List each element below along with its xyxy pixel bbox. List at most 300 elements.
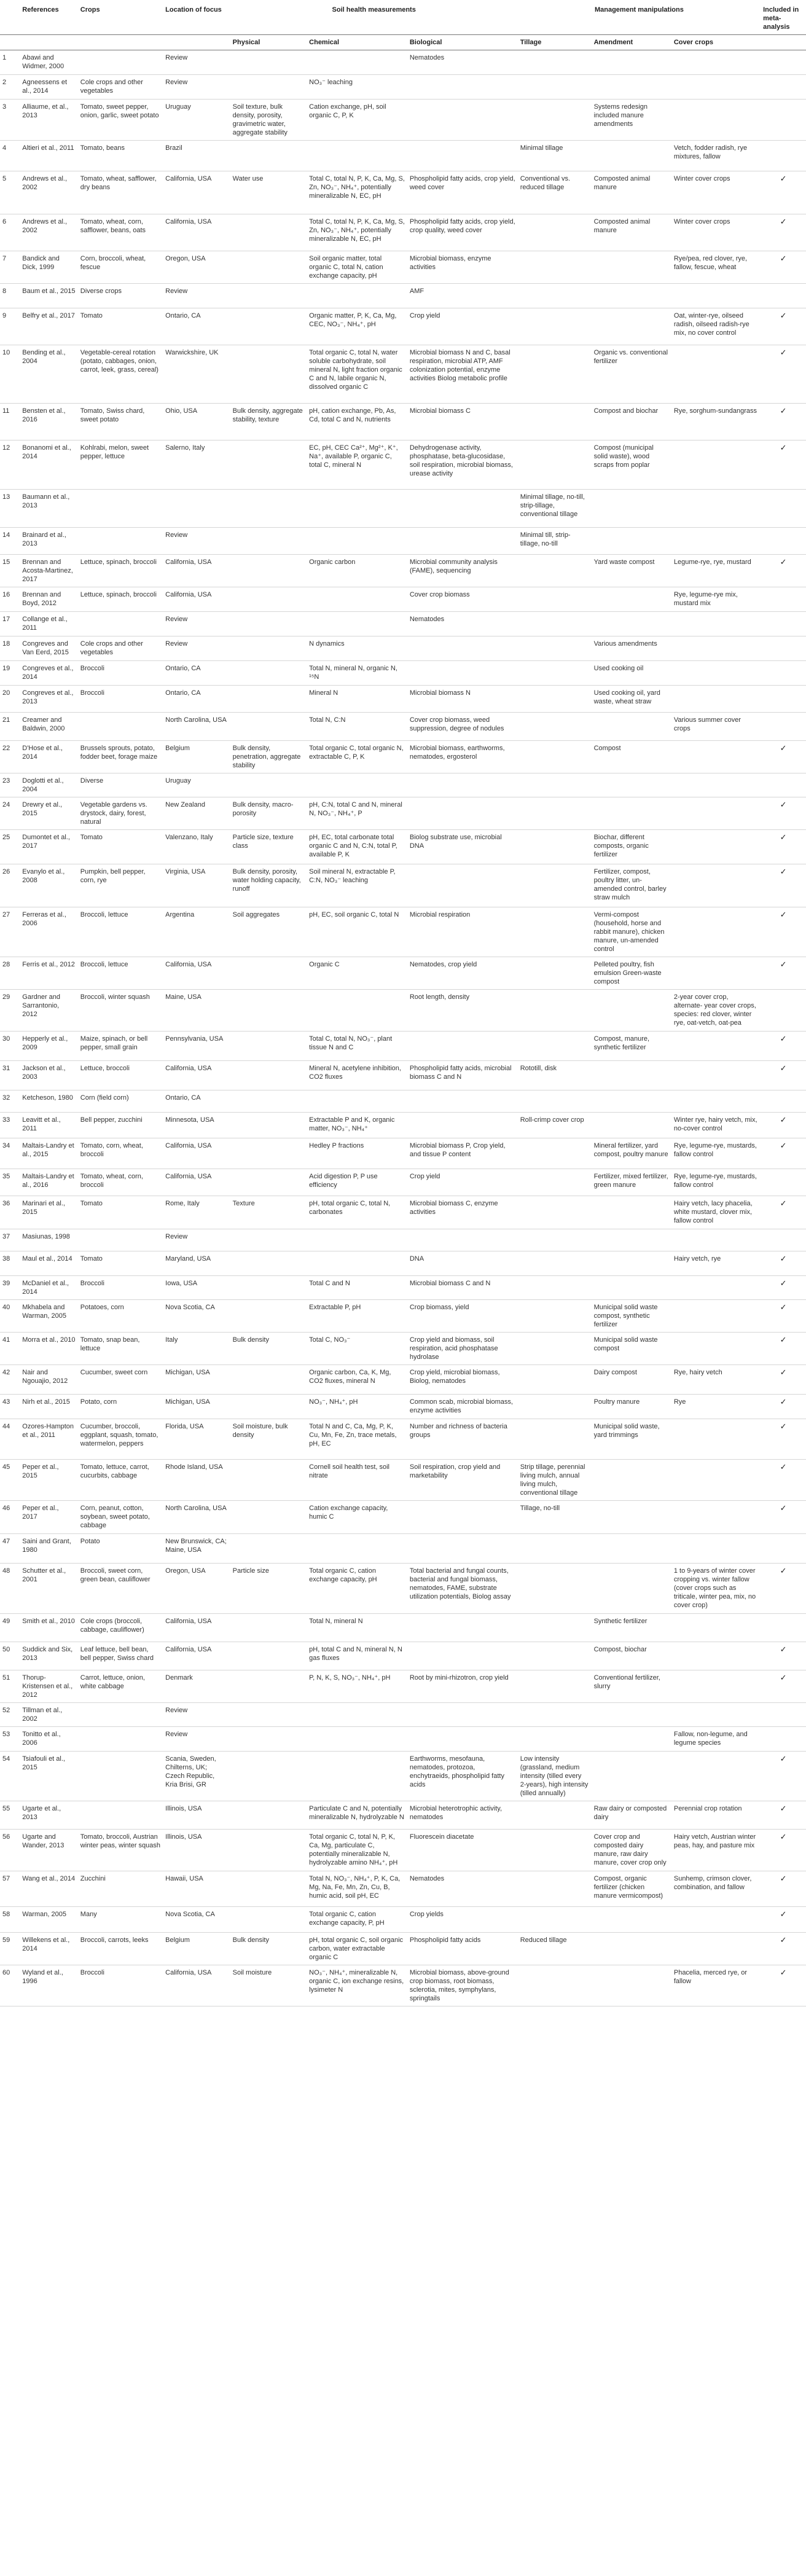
- crops-cell: Tomato, wheat, corn, broccoli: [78, 1169, 163, 1196]
- tillage-cell: [518, 587, 592, 612]
- table-row: [0, 251, 806, 284]
- reference-cell: Doglotti et al., 2004: [20, 773, 78, 797]
- location-cell: Rome, Italy: [163, 1196, 230, 1229]
- table-row: [0, 990, 806, 1032]
- reference-cell: Hepperly et al., 2009: [20, 1032, 78, 1061]
- checkmark-icon: ✓: [780, 800, 787, 809]
- table-row: [0, 1752, 806, 1801]
- tillage-cell: [518, 1830, 592, 1871]
- meta-analysis-cell: [761, 1365, 806, 1395]
- table-row: [0, 1534, 806, 1564]
- physical-cell: [230, 1460, 307, 1501]
- meta-analysis-cell: [761, 75, 806, 100]
- physical-cell: [230, 528, 307, 555]
- row-number: 2: [0, 75, 20, 100]
- physical-cell: [230, 1703, 307, 1727]
- location-cell: Uruguay: [163, 100, 230, 141]
- tillage-cell: [518, 741, 592, 773]
- location-cell: California, USA: [163, 1169, 230, 1196]
- amendment-cell: [592, 612, 671, 636]
- reference-cell: Nair and Ngouajio, 2012: [20, 1365, 78, 1395]
- biological-cell: Nematodes: [407, 50, 518, 75]
- meta-analysis-cell: [761, 1642, 806, 1670]
- meta-analysis-cell: [761, 171, 806, 214]
- cover-crops-cell: [671, 1229, 761, 1251]
- tillage-cell: [518, 284, 592, 308]
- chemical-cell: Total organic C, cation exchange capacity, pH: [307, 1564, 407, 1614]
- tillage-cell: [518, 1419, 592, 1460]
- meta-analysis-cell: [761, 864, 806, 907]
- row-number: 31: [0, 1061, 20, 1090]
- amendment-cell: [592, 528, 671, 555]
- location-cell: California, USA: [163, 214, 230, 251]
- location-cell: Rhode Island, USA: [163, 1460, 230, 1501]
- meta-analysis-cell: [761, 1419, 806, 1460]
- chemical-cell: Total N, C:N: [307, 713, 407, 741]
- crops-cell: Diverse crops: [78, 284, 163, 308]
- physical-cell: Particle size: [230, 1564, 307, 1614]
- biological-cell: Microbial biomass, earthworms, nematodes, ergosterol: [407, 741, 518, 773]
- header-biological: Biological: [407, 35, 518, 50]
- cover-crops-cell: [671, 830, 761, 864]
- tillage-cell: [518, 1614, 592, 1642]
- cover-crops-cell: [671, 957, 761, 990]
- meta-analysis-cell: [761, 308, 806, 345]
- crops-cell: [78, 490, 163, 528]
- row-number: 53: [0, 1727, 20, 1752]
- chemical-cell: NO₃⁻ leaching: [307, 75, 407, 100]
- cover-crops-cell: [671, 612, 761, 636]
- physical-cell: [230, 1501, 307, 1534]
- location-cell: California, USA: [163, 1642, 230, 1670]
- chemical-cell: Total N, mineral N, organic N, ¹⁵N: [307, 661, 407, 686]
- table-row: [0, 555, 806, 587]
- table-row: [0, 1801, 806, 1830]
- crops-cell: Tomato, lettuce, carrot, cucurbits, cabbage: [78, 1460, 163, 1501]
- amendment-cell: Used cooking oil: [592, 661, 671, 686]
- row-number: 18: [0, 636, 20, 661]
- biological-cell: [407, 1727, 518, 1752]
- biological-cell: [407, 75, 518, 100]
- chemical-cell: [307, 990, 407, 1032]
- biological-cell: Nematodes: [407, 612, 518, 636]
- tillage-cell: [518, 830, 592, 864]
- crops-cell: Cucumber, sweet corn: [78, 1365, 163, 1395]
- checkmark-icon: ✓: [780, 1278, 787, 1288]
- tillage-cell: [518, 686, 592, 713]
- physical-cell: [230, 1534, 307, 1564]
- reference-cell: Willekens et al., 2014: [20, 1933, 78, 1965]
- cover-crops-cell: [671, 1614, 761, 1642]
- reference-cell: Wyland et al., 1996: [20, 1965, 78, 2006]
- header-chemical: Chemical: [307, 35, 407, 50]
- header-tillage: Tillage: [518, 35, 592, 50]
- amendment-cell: Composted animal manure: [592, 214, 671, 251]
- physical-cell: [230, 1614, 307, 1642]
- physical-cell: [230, 612, 307, 636]
- amendment-cell: Poultry manure: [592, 1395, 671, 1419]
- chemical-cell: Cation exchange, pH, soil organic C, P, K: [307, 100, 407, 141]
- checkmark-icon: ✓: [780, 1199, 787, 1208]
- biological-cell: [407, 528, 518, 555]
- location-cell: Review: [163, 1703, 230, 1727]
- table-row: [0, 141, 806, 171]
- amendment-cell: [592, 1501, 671, 1534]
- reference-cell: Schutter et al., 2001: [20, 1564, 78, 1614]
- crops-cell: Lettuce, spinach, broccoli: [78, 555, 163, 587]
- reference-cell: Andrews et al., 2002: [20, 171, 78, 214]
- row-number: 19: [0, 661, 20, 686]
- header-location: Location of focus: [163, 2, 230, 35]
- cover-crops-cell: [671, 345, 761, 404]
- physical-cell: [230, 1032, 307, 1061]
- chemical-cell: [307, 1251, 407, 1276]
- tillage-cell: [518, 50, 592, 75]
- cover-crops-cell: [671, 1501, 761, 1534]
- checkmark-icon: ✓: [780, 867, 787, 876]
- physical-cell: [230, 686, 307, 713]
- cover-crops-cell: [671, 50, 761, 75]
- meta-analysis-cell: [761, 1138, 806, 1169]
- location-cell: Ontario, CA: [163, 308, 230, 345]
- cover-crops-cell: [671, 490, 761, 528]
- meta-analysis-cell: [761, 636, 806, 661]
- meta-analysis-cell: [761, 1229, 806, 1251]
- row-number: 6: [0, 214, 20, 251]
- physical-cell: [230, 1670, 307, 1703]
- tillage-cell: [518, 1032, 592, 1061]
- table-row: [0, 1670, 806, 1703]
- crops-cell: Broccoli: [78, 686, 163, 713]
- crops-cell: Carrot, lettuce, onion, white cabbage: [78, 1670, 163, 1703]
- row-number: 39: [0, 1276, 20, 1300]
- reference-cell: Tonitto et al., 2006: [20, 1727, 78, 1752]
- meta-analysis-cell: [761, 1670, 806, 1703]
- physical-cell: [230, 661, 307, 686]
- cover-crops-cell: [671, 864, 761, 907]
- meta-analysis-cell: [761, 345, 806, 404]
- cover-crops-cell: [671, 440, 761, 490]
- chemical-cell: [307, 1229, 407, 1251]
- table-row: [0, 957, 806, 990]
- amendment-cell: [592, 1564, 671, 1614]
- location-cell: Argentina: [163, 907, 230, 957]
- physical-cell: Bulk density, penetration, aggregate stability: [230, 741, 307, 773]
- physical-cell: [230, 1251, 307, 1276]
- chemical-cell: Organic C: [307, 957, 407, 990]
- tillage-cell: [518, 1395, 592, 1419]
- header-amendment: Amendment: [592, 35, 671, 50]
- tillage-cell: [518, 555, 592, 587]
- physical-cell: [230, 345, 307, 404]
- amendment-cell: [592, 284, 671, 308]
- table-row: [0, 1395, 806, 1419]
- chemical-cell: [307, 612, 407, 636]
- cover-crops-cell: Oat, winter-rye, oilseed radish, oilseed radish-rye mix, no cover control: [671, 308, 761, 345]
- location-cell: Review: [163, 636, 230, 661]
- table-row: [0, 1933, 806, 1965]
- physical-cell: [230, 1365, 307, 1395]
- reference-cell: Bonanomi et al., 2014: [20, 440, 78, 490]
- cover-crops-cell: 1 to 9-years of winter cover cropping vs. winter fallow (cover crops such as triticale, winter pea, mix, no cover crop): [671, 1564, 761, 1614]
- checkmark-icon: ✓: [780, 174, 787, 183]
- cover-crops-cell: [671, 75, 761, 100]
- row-number: 32: [0, 1090, 20, 1113]
- location-cell: Review: [163, 1229, 230, 1251]
- physical-cell: Bulk density, aggregate stability, texture: [230, 404, 307, 440]
- tillage-cell: [518, 75, 592, 100]
- row-number: 34: [0, 1138, 20, 1169]
- tillage-cell: [518, 308, 592, 345]
- reference-cell: Alliaume, et al., 2013: [20, 100, 78, 141]
- tillage-cell: [518, 907, 592, 957]
- location-cell: Italy: [163, 1333, 230, 1365]
- meta-analysis-cell: [761, 50, 806, 75]
- cover-crops-cell: Rye, legume-rye mix, mustard mix: [671, 587, 761, 612]
- tillage-cell: [518, 1365, 592, 1395]
- reference-cell: Thorup-Kristensen et al., 2012: [20, 1670, 78, 1703]
- amendment-cell: [592, 308, 671, 345]
- amendment-cell: Biochar, different composts, organic fertilizer: [592, 830, 671, 864]
- biological-cell: [407, 1229, 518, 1251]
- meta-analysis-cell: [761, 1395, 806, 1419]
- row-number: 35: [0, 1169, 20, 1196]
- biological-cell: Crop yield: [407, 308, 518, 345]
- physical-cell: [230, 773, 307, 797]
- row-number: 26: [0, 864, 20, 907]
- checkmark-icon: ✓: [780, 960, 787, 969]
- biological-cell: Common scab, microbial biomass, enzyme activities: [407, 1395, 518, 1419]
- row-number: 9: [0, 308, 20, 345]
- amendment-cell: [592, 75, 671, 100]
- physical-cell: Bulk density: [230, 1933, 307, 1965]
- tillage-cell: [518, 1564, 592, 1614]
- location-cell: Salerno, Italy: [163, 440, 230, 490]
- meta-analysis-cell: [761, 1614, 806, 1642]
- meta-analysis-cell: [761, 1251, 806, 1276]
- tillage-cell: Rototill, disk: [518, 1061, 592, 1090]
- location-cell: California, USA: [163, 1614, 230, 1642]
- chemical-cell: [307, 587, 407, 612]
- tillage-cell: [518, 1333, 592, 1365]
- biological-cell: [407, 864, 518, 907]
- biological-cell: Microbial biomass N and C, basal respiration, microbial ATP, AMF colonization potential, enzyme activities Biolog metabolic profile: [407, 345, 518, 404]
- reference-cell: Masiunas, 1998: [20, 1229, 78, 1251]
- location-cell: North Carolina, USA: [163, 713, 230, 741]
- header-spacer: [20, 35, 78, 50]
- table-row: [0, 1090, 806, 1113]
- cover-crops-cell: 2-year cover crop, alternate- year cover crops, species: red clover, winter rye, oat-vetch, oat-pea: [671, 990, 761, 1032]
- physical-cell: [230, 1169, 307, 1196]
- physical-cell: [230, 1871, 307, 1907]
- physical-cell: [230, 1061, 307, 1090]
- crops-cell: Pumpkin, bell pepper, corn, rye: [78, 864, 163, 907]
- physical-cell: [230, 1300, 307, 1333]
- row-number: 54: [0, 1752, 20, 1801]
- table-header: [0, 2, 806, 50]
- amendment-cell: Compost: [592, 741, 671, 773]
- cover-crops-cell: [671, 686, 761, 713]
- row-number: 60: [0, 1965, 20, 2006]
- biological-cell: [407, 1113, 518, 1138]
- chemical-cell: Particulate C and N, potentially mineralizable N, hydrolyzable N: [307, 1801, 407, 1830]
- tillage-cell: [518, 864, 592, 907]
- meta-analysis-cell: [761, 773, 806, 797]
- cover-crops-cell: Hairy vetch, lacy phacelia, white mustard, clover mix, fallow control: [671, 1196, 761, 1229]
- chemical-cell: [307, 490, 407, 528]
- biological-cell: Microbial biomass N: [407, 686, 518, 713]
- biological-cell: Microbial biomass P, Crop yield, and tissue P content: [407, 1138, 518, 1169]
- location-cell: Brazil: [163, 141, 230, 171]
- meta-analysis-cell: [761, 1801, 806, 1830]
- location-cell: Florida, USA: [163, 1419, 230, 1460]
- chemical-cell: pH, total organic C, soil organic carbon, water extractable organic C: [307, 1933, 407, 1965]
- biological-cell: Crop biomass, yield: [407, 1300, 518, 1333]
- biological-cell: Microbial community analysis (FAME), sequencing: [407, 555, 518, 587]
- location-cell: Maine, USA: [163, 990, 230, 1032]
- meta-analysis-cell: [761, 1300, 806, 1333]
- physical-cell: [230, 1642, 307, 1670]
- meta-analysis-cell: [761, 1830, 806, 1871]
- location-cell: Scania, Sweden, Chilterns, UK; Czech Republic, Kria Brisi, GR: [163, 1752, 230, 1801]
- meta-analysis-cell: [761, 587, 806, 612]
- table-row: [0, 1419, 806, 1460]
- biological-cell: [407, 1501, 518, 1534]
- meta-analysis-cell: [761, 741, 806, 773]
- row-number: 8: [0, 284, 20, 308]
- table-row: [0, 1333, 806, 1365]
- row-number: 40: [0, 1300, 20, 1333]
- physical-cell: [230, 1090, 307, 1113]
- table-row: [0, 1564, 806, 1614]
- biological-cell: [407, 1032, 518, 1061]
- reference-cell: Smith et al., 2010: [20, 1614, 78, 1642]
- checkmark-icon: ✓: [780, 1832, 787, 1841]
- cover-crops-cell: Perennial crop rotation: [671, 1801, 761, 1830]
- physical-cell: Texture: [230, 1196, 307, 1229]
- crops-cell: Corn (field corn): [78, 1090, 163, 1113]
- row-number: 59: [0, 1933, 20, 1965]
- physical-cell: Soil moisture: [230, 1965, 307, 2006]
- physical-cell: [230, 1907, 307, 1933]
- cover-crops-cell: Hairy vetch, Austrian winter peas, hay, and pasture mix: [671, 1830, 761, 1871]
- reference-cell: Ugarte and Wander, 2013: [20, 1830, 78, 1871]
- amendment-cell: [592, 1196, 671, 1229]
- chemical-cell: Total N and C, Ca, Mg, P, K, Cu, Mn, Fe, Zn, trace metals, pH, EC: [307, 1419, 407, 1460]
- amendment-cell: [592, 1090, 671, 1113]
- row-number: 44: [0, 1419, 20, 1460]
- row-number: 17: [0, 612, 20, 636]
- meta-analysis-cell: [761, 797, 806, 830]
- location-cell: New Zealand: [163, 797, 230, 830]
- amendment-cell: [592, 1703, 671, 1727]
- cover-crops-cell: Sunhemp, crimson clover, combination, and fallow: [671, 1871, 761, 1907]
- checkmark-icon: ✓: [780, 1754, 787, 1763]
- amendment-cell: Municipal solid waste compost, synthetic fertilizer: [592, 1300, 671, 1333]
- biological-cell: Crop yield: [407, 1169, 518, 1196]
- amendment-cell: Dairy compost: [592, 1365, 671, 1395]
- tillage-cell: [518, 1138, 592, 1169]
- crops-cell: Broccoli, lettuce: [78, 957, 163, 990]
- biological-cell: Root by mini-rhizotron, crop yield: [407, 1670, 518, 1703]
- meta-analysis-cell: [761, 1534, 806, 1564]
- amendment-cell: Conventional fertilizer, slurry: [592, 1670, 671, 1703]
- table-row: [0, 1907, 806, 1933]
- crops-cell: Lettuce, spinach, broccoli: [78, 587, 163, 612]
- reference-cell: Leavitt et al., 2011: [20, 1113, 78, 1138]
- crops-cell: Tomato, corn, wheat, broccoli: [78, 1138, 163, 1169]
- physical-cell: Bulk density: [230, 1333, 307, 1365]
- physical-cell: [230, 990, 307, 1032]
- chemical-cell: Extractable P and K, organic matter, NO₃⁻, NH₄⁺: [307, 1113, 407, 1138]
- meta-analysis-cell: [761, 1460, 806, 1501]
- header-physical: Physical: [230, 35, 307, 50]
- reference-cell: Warman, 2005: [20, 1907, 78, 1933]
- checkmark-icon: ✓: [780, 406, 787, 415]
- chemical-cell: EC, pH, CEC Ca²⁺, Mg²⁺, K⁺, Na⁺, available P, organic C, total C, mineral N: [307, 440, 407, 490]
- reference-cell: Bensten et al., 2016: [20, 404, 78, 440]
- physical-cell: Soil aggregates: [230, 907, 307, 957]
- biological-cell: Biolog substrate use, microbial DNA: [407, 830, 518, 864]
- table-row: [0, 636, 806, 661]
- biological-cell: Microbial biomass C, enzyme activities: [407, 1196, 518, 1229]
- cover-crops-cell: [671, 1061, 761, 1090]
- header-soil-health: Soil health measurements: [230, 2, 518, 35]
- location-cell: New Brunswick, CA; Maine, USA: [163, 1534, 230, 1564]
- meta-analysis-cell: [761, 1727, 806, 1752]
- physical-cell: [230, 490, 307, 528]
- meta-analysis-cell: [761, 1196, 806, 1229]
- table-row: [0, 1830, 806, 1871]
- checkmark-icon: ✓: [780, 1566, 787, 1575]
- chemical-cell: Total C, total N, NO₃⁻, plant tissue N and C: [307, 1032, 407, 1061]
- chemical-cell: pH, EC, soil organic C, total N: [307, 907, 407, 957]
- row-number: 58: [0, 1907, 20, 1933]
- table-row: [0, 1229, 806, 1251]
- physical-cell: [230, 141, 307, 171]
- location-cell: Belgium: [163, 741, 230, 773]
- cover-crops-cell: Fallow, non-legume, and legume species: [671, 1727, 761, 1752]
- crops-cell: Tomato, Swiss chard, sweet potato: [78, 404, 163, 440]
- location-cell: North Carolina, USA: [163, 1501, 230, 1534]
- location-cell: Nova Scotia, CA: [163, 1907, 230, 1933]
- checkmark-icon: ✓: [780, 1141, 787, 1150]
- crops-cell: Broccoli: [78, 1965, 163, 2006]
- physical-cell: [230, 308, 307, 345]
- table-row: [0, 1276, 806, 1300]
- table-row: [0, 440, 806, 490]
- biological-cell: Dehydrogenase activity, phosphatase, beta-glucosidase, soil respiration, microbial biomass, urease activity: [407, 440, 518, 490]
- biological-cell: [407, 100, 518, 141]
- biological-cell: Crop yield, microbial biomass, Biolog, nematodes: [407, 1365, 518, 1395]
- checkmark-icon: ✓: [780, 832, 787, 842]
- checkmark-icon: ✓: [780, 910, 787, 919]
- tillage-cell: Conventional vs. reduced tillage: [518, 171, 592, 214]
- chemical-cell: NO₃⁻, NH₄⁺, pH: [307, 1395, 407, 1419]
- location-cell: Review: [163, 50, 230, 75]
- row-number: 30: [0, 1032, 20, 1061]
- row-number: 27: [0, 907, 20, 957]
- table-row: [0, 171, 806, 214]
- biological-cell: [407, 1090, 518, 1113]
- row-number: 47: [0, 1534, 20, 1564]
- tillage-cell: [518, 797, 592, 830]
- location-cell: Oregon, USA: [163, 251, 230, 284]
- biological-cell: Fluorescein diacetate: [407, 1830, 518, 1871]
- crops-cell: Potato: [78, 1534, 163, 1564]
- row-number: 36: [0, 1196, 20, 1229]
- row-number: 16: [0, 587, 20, 612]
